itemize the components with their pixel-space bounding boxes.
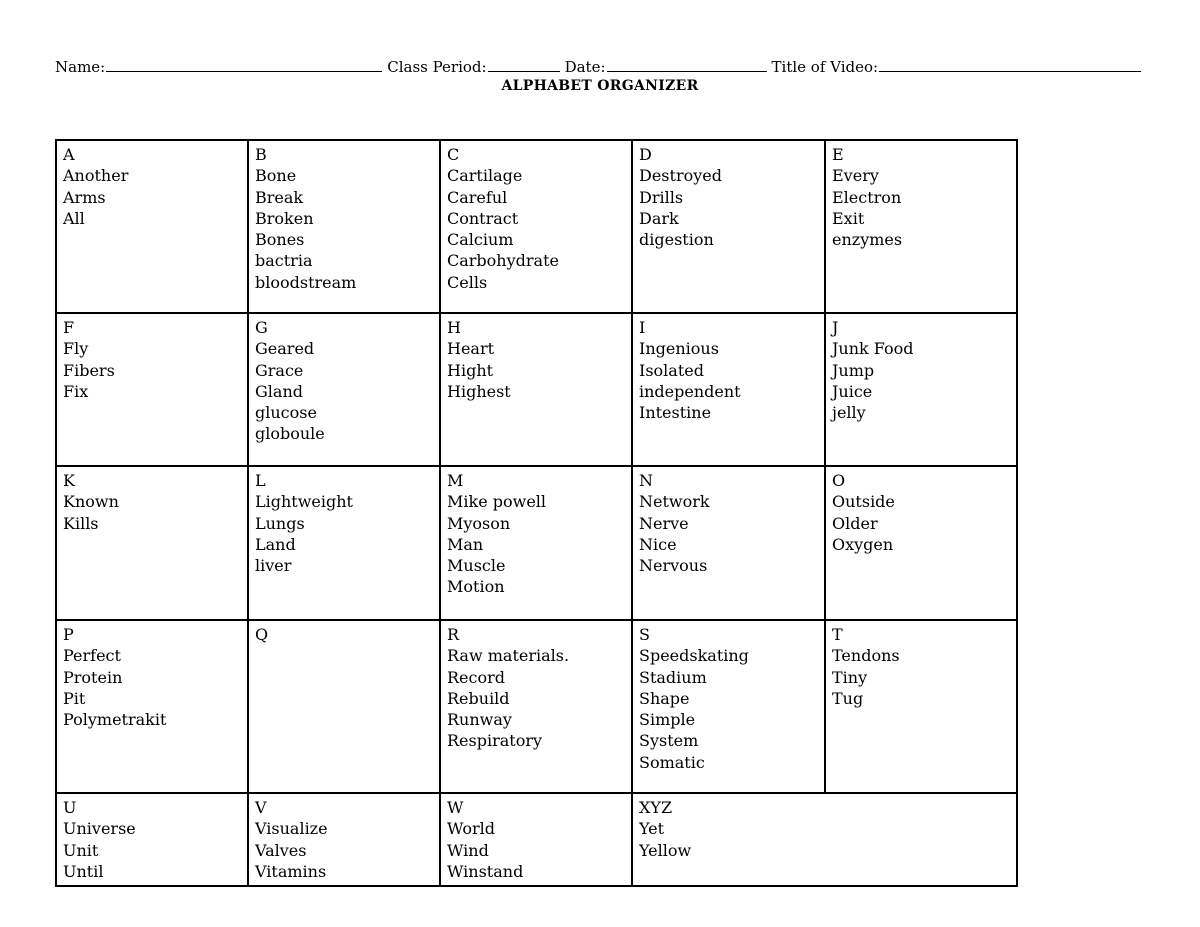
cell-word: Network: [639, 492, 710, 512]
cell-word: Rebuild: [447, 688, 510, 708]
cell-letter: T: [832, 625, 843, 644]
cell-word: Polymetrakit: [63, 710, 167, 730]
cell-letter: Q: [255, 625, 269, 644]
cell-word: Bone: [255, 166, 297, 186]
cell-letter: M: [447, 471, 464, 490]
cell-word: System: [639, 731, 699, 751]
cell-word: Dark: [639, 208, 679, 228]
cell-word: Perfect: [63, 646, 121, 666]
cell-letter: K: [63, 471, 75, 490]
cell-word: Juice: [832, 381, 873, 401]
cell-word: Simple: [639, 710, 696, 730]
cell-word: Gland: [255, 381, 303, 401]
cell-word: Tiny: [832, 667, 868, 687]
cell-word: Heart: [447, 339, 495, 359]
cell-word: Pit: [63, 688, 86, 708]
cell-word: Universe: [63, 819, 136, 839]
letter-cell: [56, 140, 248, 313]
letter-cell: [248, 620, 440, 793]
cell-word: Winstand: [447, 861, 524, 881]
cell-word: Intestine: [639, 403, 712, 423]
name-field: [55, 57, 387, 77]
cell-word: Unit: [63, 840, 99, 860]
letter-cell: [440, 793, 632, 886]
cell-word: Lightweight: [255, 492, 353, 512]
date-field: [565, 57, 772, 77]
cell-letter: H: [447, 318, 461, 337]
cell-word: Hight: [447, 360, 494, 380]
title-of-video-label: Title of Video:: [771, 58, 879, 76]
cell-letter: XYZ: [639, 798, 673, 817]
cell-word: Raw materials.: [447, 646, 570, 666]
cell-letter: A: [63, 145, 75, 164]
cell-letter: N: [639, 471, 653, 490]
cell-word: Nice: [639, 534, 677, 554]
cell-word: globoule: [255, 424, 325, 444]
cell-word: digestion: [639, 230, 714, 250]
letter-cell: [825, 466, 1017, 620]
cell-word: Fix: [63, 381, 89, 401]
cell-word: Cartilage: [447, 166, 523, 186]
cell-word: Fly: [63, 339, 89, 359]
cell-word: Record: [447, 667, 505, 687]
cell-word: Runway: [447, 710, 512, 730]
cell-word: Nerve: [639, 513, 689, 533]
worksheet-header: [55, 57, 1145, 77]
date-blank[interactable]: [607, 57, 767, 72]
cell-letter: U: [63, 798, 77, 817]
table-row: [56, 466, 1017, 620]
cell-word: Motion: [447, 577, 505, 597]
letter-cell: [632, 793, 1017, 886]
cell-word: Visualize: [255, 819, 328, 839]
class-period-label: Class Period:: [387, 58, 487, 76]
cell-word: Muscle: [447, 556, 506, 576]
letter-cell: [632, 466, 825, 620]
letter-cell: [248, 466, 440, 620]
letter-cell: [825, 140, 1017, 313]
cell-word: Speedskating: [639, 646, 749, 666]
cell-word: Myoson: [447, 513, 511, 533]
table-row: [56, 793, 1017, 886]
alphabet-organizer-table: [55, 139, 1018, 887]
page-title: ALPHABET ORGANIZER: [501, 78, 699, 94]
letter-cell: [248, 313, 440, 466]
cell-word: Oxygen: [832, 534, 894, 554]
letter-cell: [56, 620, 248, 793]
cell-word: independent: [639, 381, 741, 401]
name-label: Name:: [55, 58, 106, 76]
cell-word: Somatic: [639, 752, 705, 772]
cell-word: Vitamins: [255, 861, 327, 881]
letter-cell: [632, 140, 825, 313]
letter-cell: [825, 313, 1017, 466]
cell-word: bactria: [255, 251, 313, 271]
cell-word: Shape: [639, 688, 690, 708]
cell-word: Outside: [832, 492, 895, 512]
cell-letter: B: [255, 145, 267, 164]
cell-letter: J: [832, 318, 839, 337]
table-row: [56, 313, 1017, 466]
letter-cell: [440, 466, 632, 620]
cell-word: Careful: [447, 187, 508, 207]
cell-word: Arms: [63, 187, 106, 207]
cell-word: Carbohydrate: [447, 251, 559, 271]
cell-word: Broken: [255, 208, 314, 228]
cell-word: Ingenious: [639, 339, 719, 359]
letter-cell: [440, 313, 632, 466]
name-blank[interactable]: [106, 57, 382, 72]
cell-letter: W: [447, 798, 464, 817]
cell-word: Destroyed: [639, 166, 722, 186]
cell-word: Kills: [63, 513, 99, 533]
cell-word: Bones: [255, 230, 305, 250]
cell-letter: F: [63, 318, 75, 337]
cell-letter: P: [63, 625, 74, 644]
cell-letter: D: [639, 145, 652, 164]
cell-word: Tug: [832, 688, 864, 708]
cell-word: Highest: [447, 381, 511, 401]
cell-word: Another: [63, 166, 129, 186]
class-period-field: [387, 57, 564, 77]
date-label: Date:: [564, 58, 606, 76]
letter-cell: [56, 793, 248, 886]
cell-letter: E: [832, 145, 844, 164]
cell-word: Wind: [447, 840, 489, 860]
cell-word: Drills: [639, 187, 684, 207]
cell-letter: G: [255, 318, 268, 337]
class-period-blank[interactable]: [488, 57, 560, 72]
cell-word: World: [447, 819, 495, 839]
letter-cell: [632, 620, 825, 793]
cell-word: Exit: [832, 208, 865, 228]
cell-word: Cells: [447, 272, 488, 292]
cell-word: Grace: [255, 360, 304, 380]
cell-word: Protein: [63, 667, 123, 687]
cell-word: Calcium: [447, 230, 514, 250]
cell-letter: L: [255, 471, 266, 490]
cell-word: Geared: [255, 339, 315, 359]
letter-cell: [248, 793, 440, 886]
cell-word: Man: [447, 534, 484, 554]
cell-letter: R: [447, 625, 460, 644]
table-row: [56, 140, 1017, 313]
cell-word: Tendons: [832, 646, 900, 666]
cell-word: Contract: [447, 208, 519, 228]
cell-word: Electron: [832, 187, 902, 207]
cell-word: Isolated: [639, 360, 704, 380]
cell-word: Until: [63, 861, 104, 881]
cell-word: Valves: [255, 840, 307, 860]
cell-letter: V: [255, 798, 267, 817]
cell-word: Break: [255, 187, 304, 207]
letter-cell: [248, 140, 440, 313]
cell-word: Older: [832, 513, 878, 533]
cell-word: Lungs: [255, 513, 305, 533]
title-of-video-blank[interactable]: [879, 57, 1141, 72]
cell-word: Land: [255, 534, 296, 554]
cell-word: Yet: [639, 819, 665, 839]
cell-letter: C: [447, 145, 460, 164]
letter-cell: [440, 140, 632, 313]
letter-cell: [440, 620, 632, 793]
cell-word: Known: [63, 492, 119, 512]
cell-word: Fibers: [63, 360, 115, 380]
letter-cell: [56, 313, 248, 466]
cell-word: Yellow: [639, 840, 692, 860]
cell-word: bloodstream: [255, 272, 357, 292]
cell-word: Jump: [832, 360, 875, 380]
cell-word: Mike powell: [447, 492, 547, 512]
cell-word: All: [63, 208, 85, 228]
cell-letter: O: [832, 471, 846, 490]
cell-word: liver: [255, 556, 292, 576]
cell-word: Respiratory: [447, 731, 543, 751]
letter-cell: [632, 313, 825, 466]
cell-word: Every: [832, 166, 879, 186]
cell-word: Nervous: [639, 556, 708, 576]
cell-word: Stadium: [639, 667, 707, 687]
letter-cell: [825, 620, 1017, 793]
cell-word: glucose: [255, 403, 317, 423]
cell-letter: I: [639, 318, 646, 337]
cell-word: jelly: [832, 403, 866, 423]
cell-word: enzymes: [832, 230, 903, 250]
table-row: [56, 620, 1017, 793]
letter-cell: [56, 466, 248, 620]
cell-word: Junk Food: [832, 339, 914, 359]
cell-letter: S: [639, 625, 650, 644]
title-of-video-field: [772, 57, 1142, 77]
